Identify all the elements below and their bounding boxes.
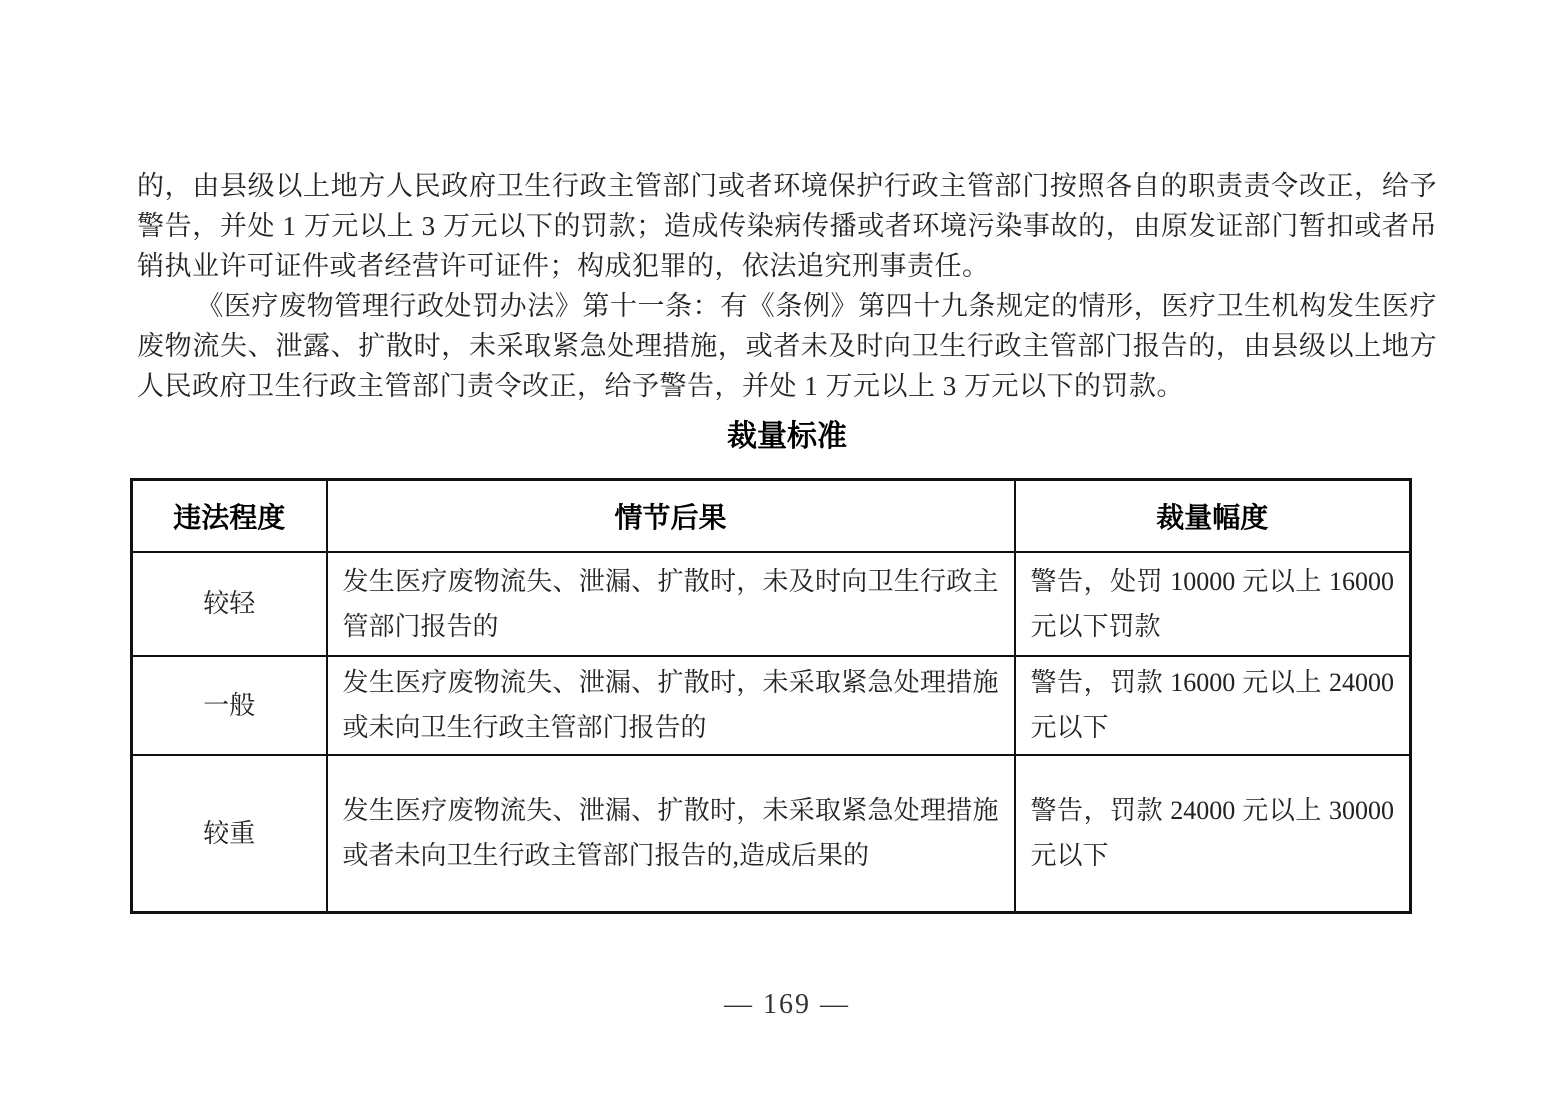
- cell-range: 警告，罚款 16000 元以上 24000 元以下: [1015, 656, 1411, 755]
- table-header-row: [132, 480, 1411, 552]
- table-row-light: [132, 552, 1411, 656]
- cell-circumstance: 发生医疗废物流失、泄漏、扩散时，未采取紧急处理措施或者未向卫生行政主管部门报告的,造成后果的: [327, 755, 1015, 913]
- page-number: — 169 —: [724, 989, 850, 1020]
- header-circumstance: 情节后果: [327, 480, 1015, 552]
- cell-circumstance: 发生医疗废物流失、泄漏、扩散时，未及时向卫生行政主管部门报告的: [327, 552, 1015, 656]
- header-discretion-range: 裁量幅度: [1015, 480, 1411, 552]
- table-row-heavy: [132, 755, 1411, 913]
- cell-range: 警告，处罚 10000 元以上 16000 元以下罚款: [1015, 552, 1411, 656]
- cell-range: 警告，罚款 24000 元以上 30000 元以下: [1015, 755, 1411, 913]
- cell-degree: 较轻: [132, 552, 327, 656]
- discretion-standards-table: [130, 478, 1412, 914]
- body-paragraph-2: 《医疗废物管理行政处罚办法》第十一条：有《条例》第四十九条规定的情形，医疗卫生机构发生医疗废物流失、泄露、扩散时，未采取紧急处理措施，或者未及时向卫生行政主管部门报告的，由县级以上地方人民政府卫生行政主管部门责令改正，给予警告，并处 1 万元以上 3 万元以下的罚款。: [137, 291, 1437, 401]
- cell-degree: 一般: [132, 656, 327, 755]
- section-title: 裁量标准: [727, 420, 847, 453]
- body-paragraph-1: 的，由县级以上地方人民政府卫生行政主管部门或者环境保护行政主管部门按照各自的职责责令改正，给予警告，并处 1 万元以上 3 万元以下的罚款；造成传染病传播或者环境污染事故的，由原发证部门暂扣或者吊销执业许可证件或者经营许可证件；构成犯罪的，依法追究刑事责任。: [137, 171, 1437, 281]
- table-row-normal: [132, 656, 1411, 755]
- cell-circumstance: 发生医疗废物流失、泄漏、扩散时，未采取紧急处理措施或未向卫生行政主管部门报告的: [327, 656, 1015, 755]
- cell-degree: 较重: [132, 755, 327, 913]
- header-violation-degree: 违法程度: [132, 480, 327, 552]
